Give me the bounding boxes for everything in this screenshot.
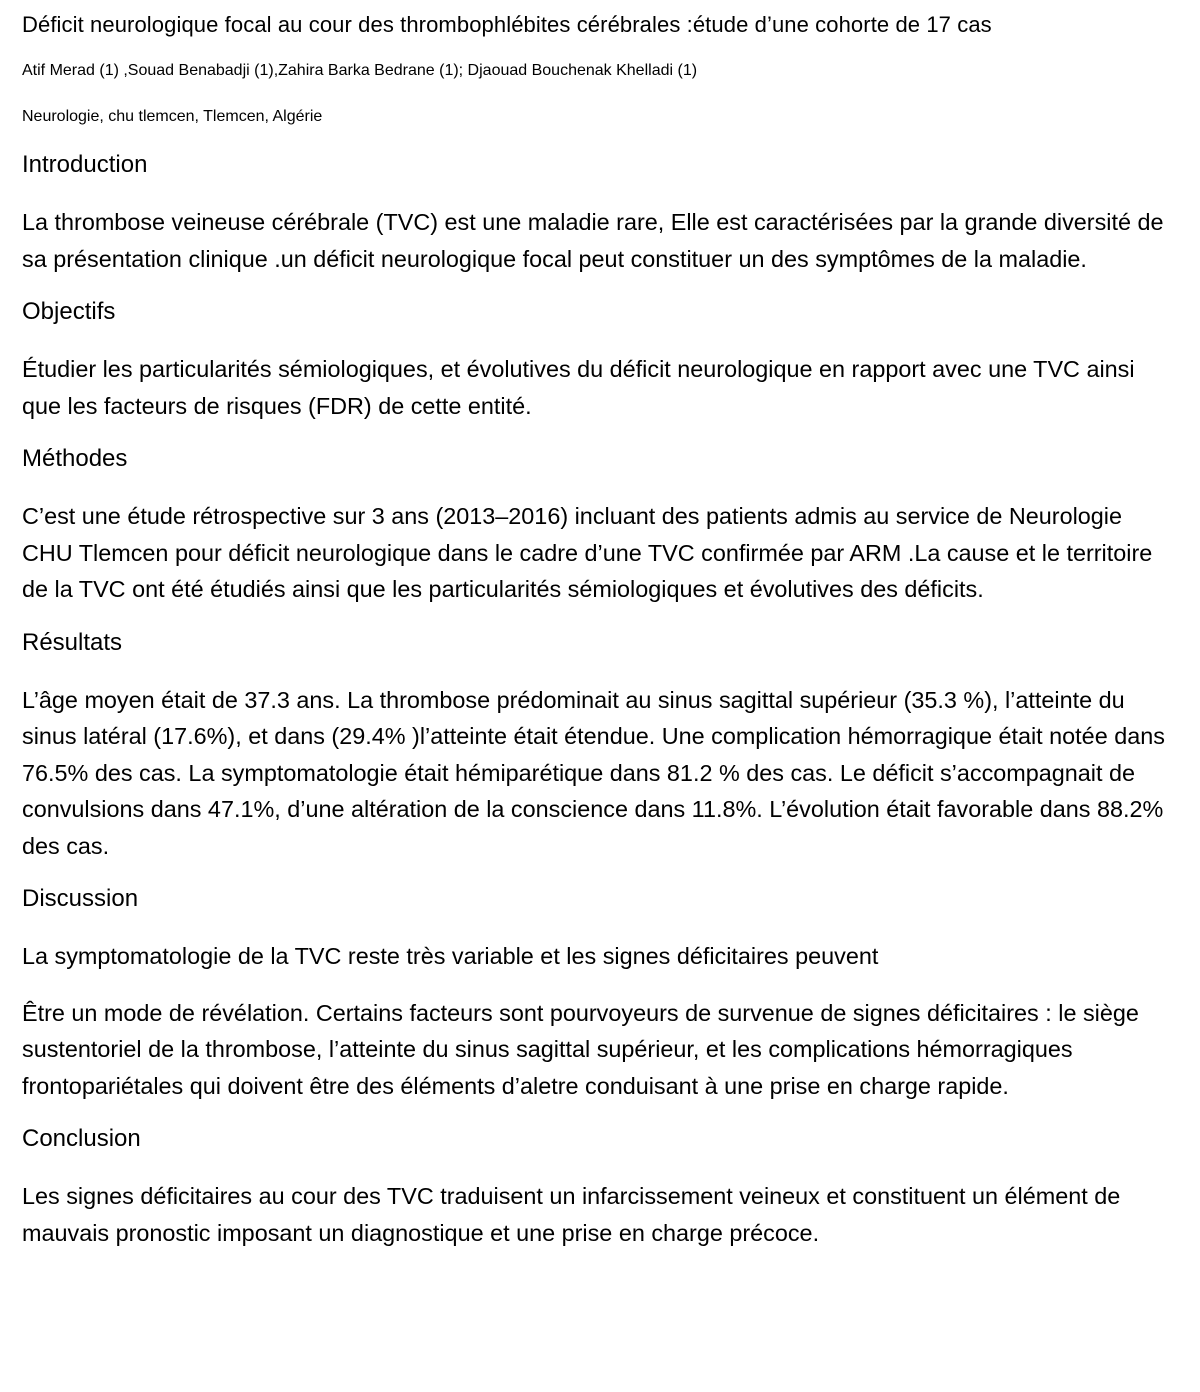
objectifs-paragraph: Étudier les particularités sémiologiques, et évolutives du déficit neurologique en rapport avec une TVC ainsi que les facteurs de risques (FDR) de cette entité. [22,356,1135,419]
section-heading-methodes: Méthodes [22,445,128,472]
methodes-paragraph: C’est une étude rétrospective sur 3 ans (2013–2016) incluant des patients admis au service de Neurologie CHU Tlemcen pour déficit neurologique dans le cadre d’une TVC confirmée par ARM .La cause et le territoire de la TVC ont été étudiés ainsi que les particularités sémiologiques et évolutives des déficits. [22,503,1153,602]
section-objectifs [22,297,1170,424]
section-heading-resultats: Résultats [22,628,123,656]
discussion-paragraph-1: La symptomatologie de la TVC reste très variable et les signes déficitaires peuvent [22,943,879,969]
section-introduction [22,150,1170,277]
document-title: Déficit neurologique focal au cour des thrombophlébites cérébrales :étude d’une cohorte de 17 cas [22,12,992,37]
author-list: Atif Merad (1) ,Souad Benabadji (1),Zahira Barka Bedrane (1); Djaouad Bouchenak Khelladi (1) [22,62,698,79]
section-resultats [22,628,1170,865]
section-methodes [22,444,1170,608]
conclusion-paragraph: Les signes déficitaires au cour des TVC traduisent un infarcissement veineux et constituent un élément de mauvais pronostic imposant un diagnostique et une prise en charge précoce. [22,1183,1121,1246]
resultats-paragraph: L’âge moyen était de 37.3 ans. La thrombose prédominait au sinus sagittal supérieur (35.3 %), l’atteinte du sinus latéral (17.6%), et dans (29.4% )l’atteinte était étendue. Une complication hémorragique était notée dans 76.5% des cas. La symptomatologie était hémiparétique dans 81.2 % des cas. Le déficit s’accompagnait de convulsions dans 47.1%, d’une altération de la conscience dans 11.8%. L’évolution était favorable dans 88.2% des cas. [22,686,1165,859]
section-heading-discussion: Discussion [22,885,139,912]
section-heading-introduction: Introduction [22,151,148,178]
section-heading-objectifs: Objectifs [22,298,116,325]
affiliation: Neurologie, chu tlemcen, Tlemcen, Algérie [22,108,323,125]
introduction-paragraph: La thrombose veineuse cérébrale (TVC) est une maladie rare, Elle est caractérisées par la grande diversité de sa présentation clinique .un déficit neurologique focal peut constituer un des symptômes de la maladie. [22,209,1164,272]
section-heading-conclusion: Conclusion [22,1125,141,1152]
section-discussion [22,884,1170,1104]
section-conclusion [22,1124,1170,1251]
discussion-paragraph-2: Être un mode de révélation. Certains facteurs sont pourvoyeurs de survenue de signes déficitaires : le siège sustentoriel de la thrombose, l’atteinte du sinus sagittal supérieur, et les complications hémorragiques frontopariétales qui doivent être des éléments d’aletre conduisant à une prise en charge rapide. [22,999,1139,1099]
